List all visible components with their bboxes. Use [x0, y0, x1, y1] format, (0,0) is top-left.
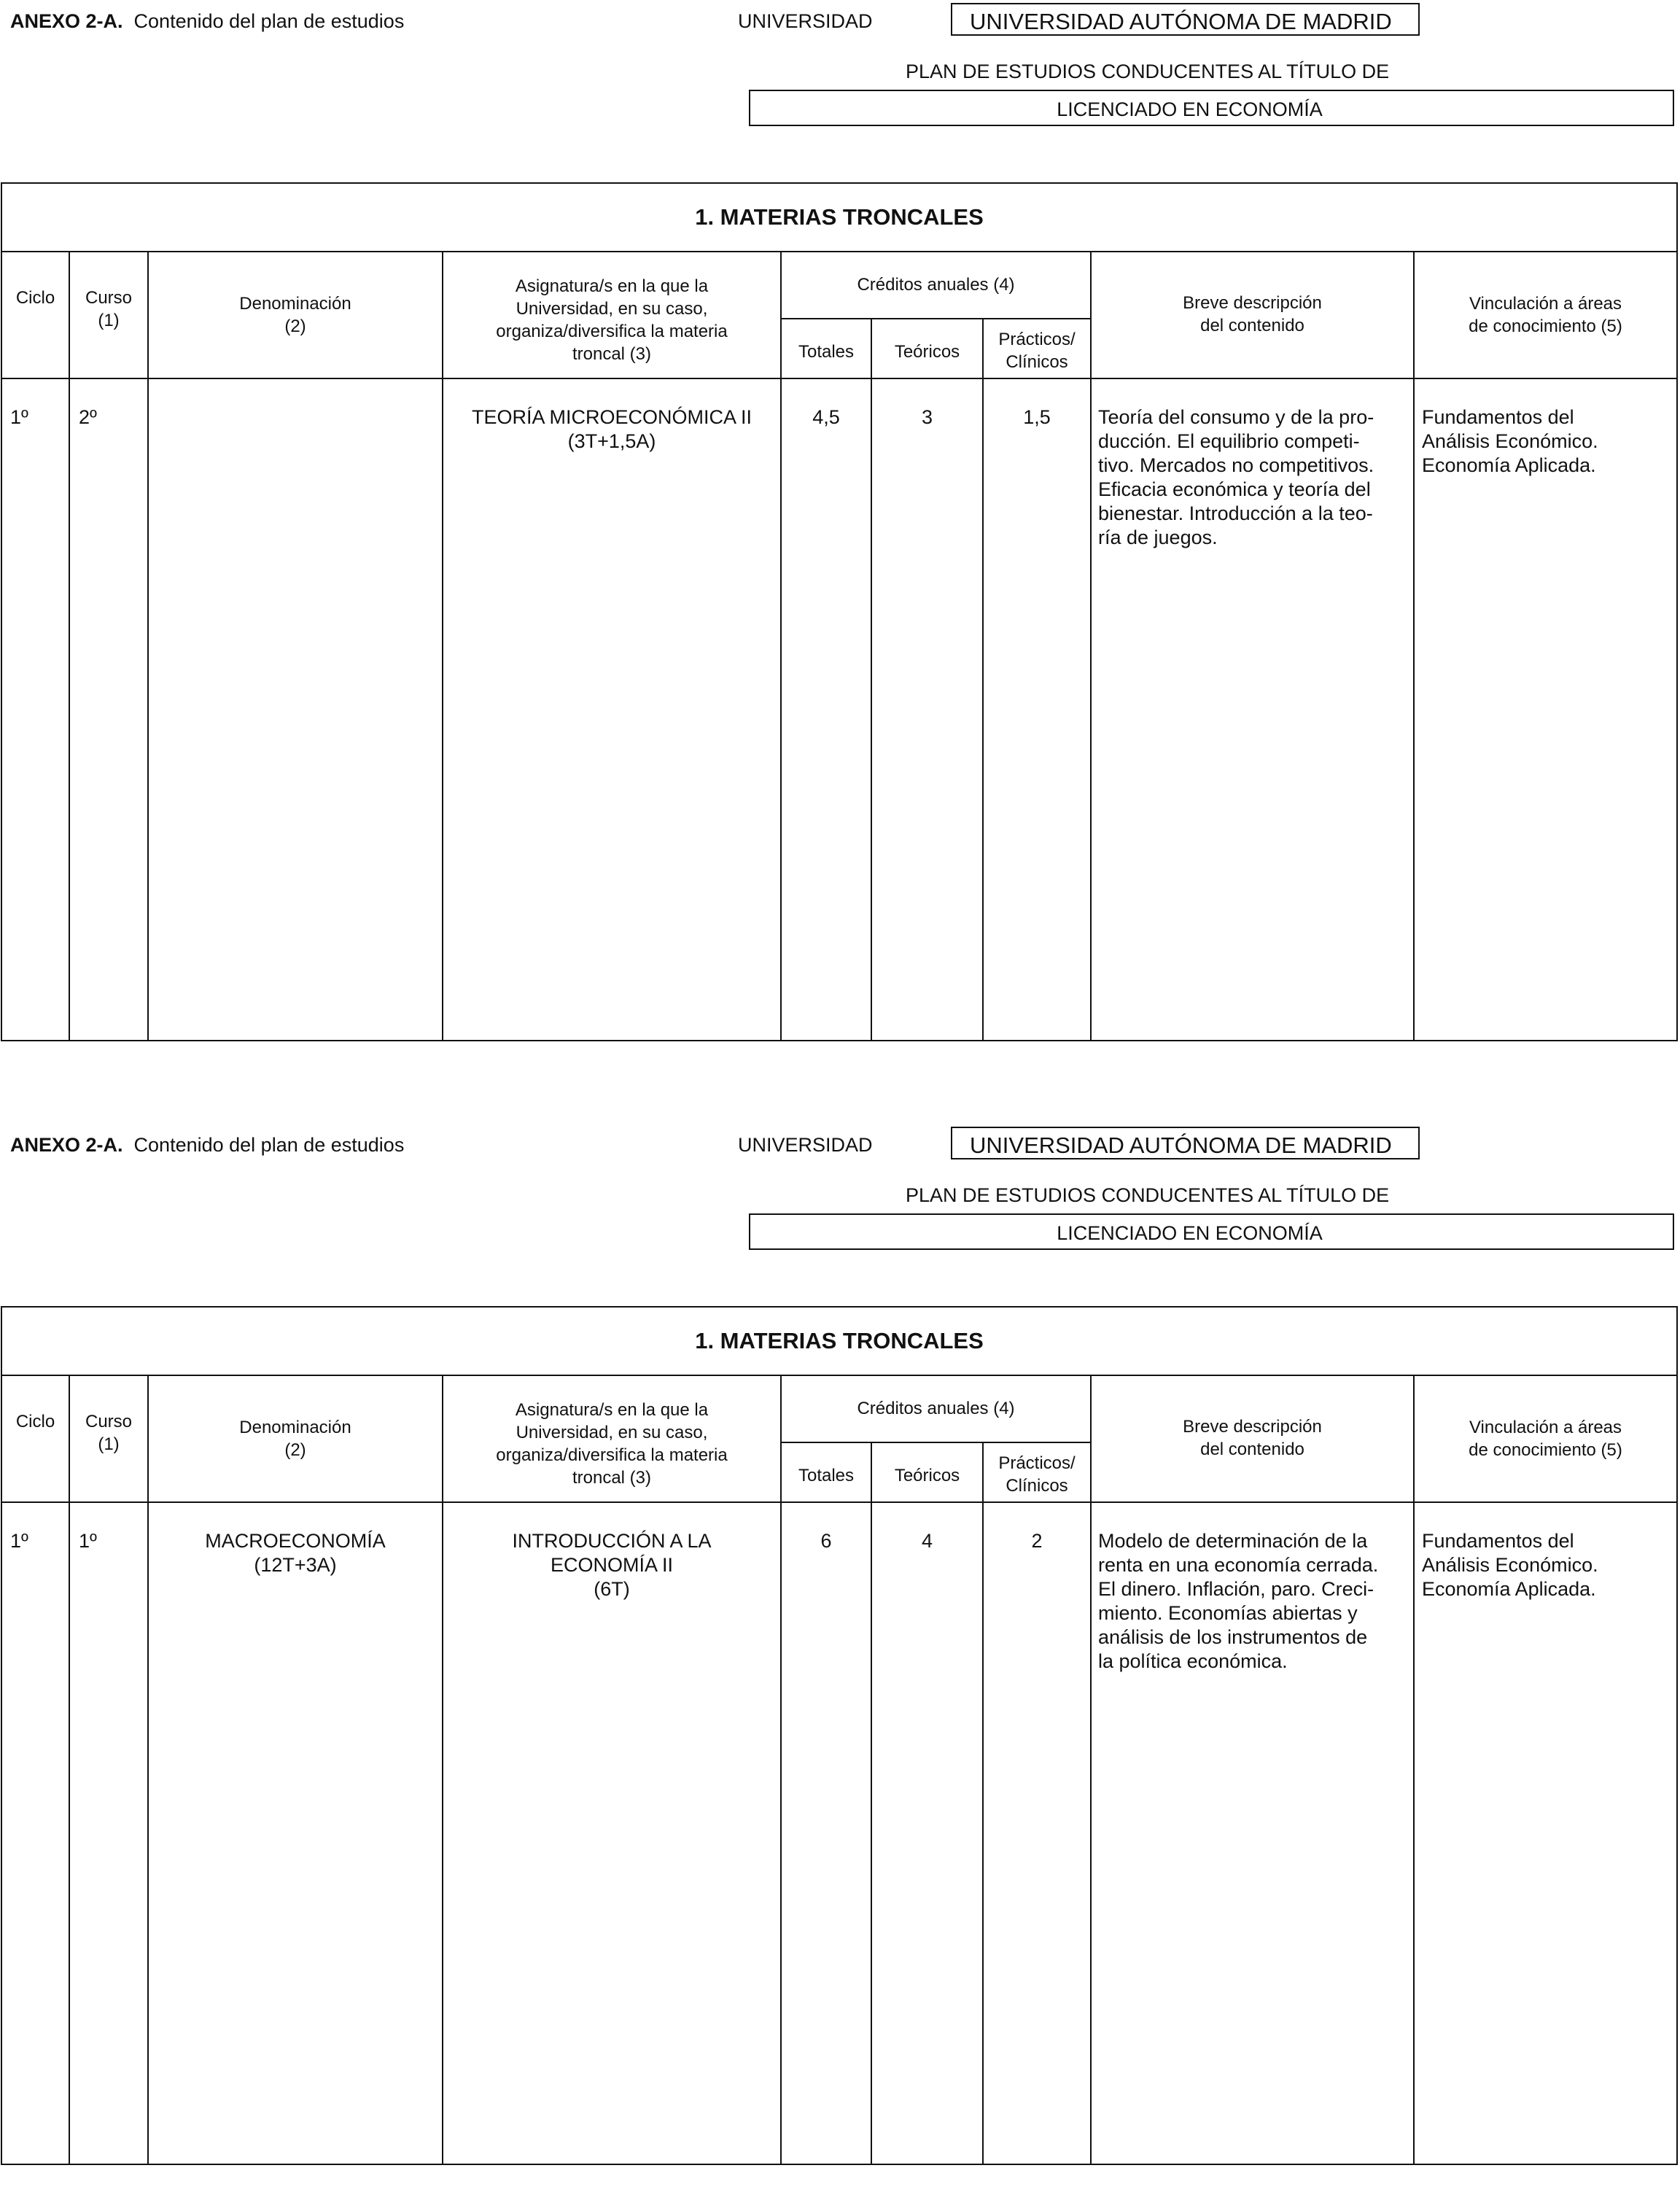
row-descripcion-line: ría de juegos. — [1098, 527, 1218, 548]
header-vinculacion-line: de conocimiento (5) — [1469, 316, 1622, 336]
header-totales: Totales — [798, 1466, 855, 1485]
row-descripcion-line: análisis de los instrumentos de — [1098, 1626, 1368, 1648]
row-descripcion-line: renta en una economía cerrada. — [1098, 1554, 1379, 1576]
row-practicos: 1,5 — [1023, 406, 1051, 428]
row-totales: 6 — [820, 1530, 832, 1552]
header-curso — [69, 1410, 148, 1456]
header-teoricos: Teóricos — [894, 1466, 960, 1485]
row-asignatura-line: (6T) — [594, 1578, 630, 1600]
row-vinculacion-line: Fundamentos del — [1422, 406, 1574, 428]
row-descripcion — [1098, 405, 1412, 550]
anexo-label: ANEXO 2-A. — [10, 1134, 123, 1156]
row-descripcion-line: bienestar. Introducción a la teo- — [1098, 502, 1373, 524]
header-teoricos: Teóricos — [894, 342, 960, 362]
universidad-field: UNIVERSIDAD AUTÓNOMA DE MADRID — [951, 1127, 1420, 1159]
header-descripcion — [1091, 292, 1414, 337]
header-asignatura-line: Universidad, en su caso, — [516, 299, 708, 319]
row-teoricos: 3 — [921, 406, 933, 428]
row-descripcion-line: la política económica. — [1098, 1650, 1288, 1672]
header-denominacion — [148, 292, 443, 338]
header-practicos-line: Prácticos/ — [998, 330, 1076, 349]
header-asignatura — [443, 1399, 781, 1489]
header-curso — [69, 287, 148, 332]
row-vinculacion-line: Fundamentos del — [1422, 1530, 1574, 1552]
universidad-label: UNIVERSIDAD — [738, 1134, 873, 1156]
anexo-heading — [10, 1134, 404, 1157]
row-teoricos: 4 — [921, 1530, 933, 1552]
table-grid — [0, 0, 1680, 1079]
row-descripcion-line: Eficacia económica y teoría del — [1098, 478, 1371, 500]
table-lines — [0, 1124, 1680, 2203]
universidad-label: UNIVERSIDAD — [738, 10, 873, 32]
header-creditos: Créditos anuales (4) — [857, 275, 1015, 295]
header-asignatura-line: troncal (3) — [572, 1468, 652, 1488]
header-denominacion — [148, 1416, 443, 1461]
header-descripcion-line: del contenido — [1200, 316, 1304, 335]
table-grid — [0, 1124, 1680, 2203]
row-descripcion-line: tivo. Mercados no competitivos. — [1098, 454, 1374, 476]
row-asignatura-line: (3T+1,5A) — [567, 430, 656, 452]
header-curso-note: (1) — [98, 1434, 120, 1454]
header-practicos-line: Clínicos — [1006, 352, 1068, 372]
header-practicos-line: Prácticos/ — [998, 1453, 1076, 1473]
row-vinculacion — [1422, 1529, 1673, 1601]
header-ciclo: Ciclo — [15, 288, 55, 308]
anexo-text: Contenido del plan de estudios — [133, 10, 405, 32]
row-practicos: 2 — [1031, 1530, 1043, 1552]
header-descripcion-line: Breve descripción — [1183, 293, 1322, 313]
anexo-heading — [10, 10, 404, 33]
header-asignatura — [443, 275, 781, 365]
table-lines — [0, 0, 1680, 1079]
row-vinculacion-line: Economía Aplicada. — [1422, 454, 1596, 476]
header-descripcion — [1091, 1415, 1414, 1461]
header-asignatura-line: Asignatura/s en la que la — [515, 276, 709, 296]
header-descripcion-line: Breve descripción — [1183, 1417, 1322, 1437]
header-ciclo: Ciclo — [15, 1412, 55, 1431]
row-vinculacion-line: Análisis Económico. — [1422, 430, 1598, 452]
row-denominacion-line: (12T+3A) — [254, 1554, 337, 1576]
anexo-label: ANEXO 2-A. — [10, 10, 123, 32]
header-practicos-line: Clínicos — [1006, 1476, 1068, 1496]
row-descripcion-line: Modelo de determinación de la — [1098, 1530, 1368, 1552]
row-vinculacion-line: Economía Aplicada. — [1422, 1578, 1596, 1600]
titulo-field: LICENCIADO EN ECONOMÍA — [749, 1213, 1674, 1250]
plan-label: PLAN DE ESTUDIOS CONDUCENTES AL TÍTULO DE — [906, 1184, 1390, 1206]
header-vinculacion-line: Vinculación a áreas — [1469, 294, 1622, 314]
universidad-field: UNIVERSIDAD AUTÓNOMA DE MADRID — [951, 3, 1420, 36]
anexo-text: Contenido del plan de estudios — [133, 1134, 405, 1156]
row-ciclo: 1º — [10, 1530, 28, 1552]
header-vinculacion — [1414, 292, 1677, 338]
row-descripcion-line: ducción. El equilibrio competi- — [1098, 430, 1360, 452]
row-vinculacion — [1422, 405, 1673, 478]
plan-label: PLAN DE ESTUDIOS CONDUCENTES AL TÍTULO DE — [906, 61, 1390, 82]
row-asignatura-line: INTRODUCCIÓN A LA — [512, 1530, 712, 1552]
header-denominacion-note: (2) — [284, 1440, 306, 1460]
plan-page-2 — [0, 1124, 1680, 2203]
header-asignatura-line: Universidad, en su caso, — [516, 1423, 708, 1442]
row-totales: 4,5 — [812, 406, 840, 428]
header-curso-note: (1) — [98, 311, 120, 330]
header-vinculacion-line: Vinculación a áreas — [1469, 1418, 1622, 1437]
header-curso-label: Curso — [85, 288, 133, 308]
row-denominacion — [148, 1529, 443, 1577]
header-asignatura-line: Asignatura/s en la que la — [515, 1400, 709, 1420]
header-asignatura-line: troncal (3) — [572, 344, 652, 364]
row-descripcion — [1098, 1529, 1412, 1674]
plan-page-1 — [0, 0, 1680, 1079]
header-vinculacion-line: de conocimiento (5) — [1469, 1440, 1622, 1460]
row-descripcion-line: miento. Economías abiertas y — [1098, 1602, 1358, 1624]
header-denominacion-label: Denominación — [239, 294, 351, 314]
header-descripcion-line: del contenido — [1200, 1439, 1304, 1459]
header-practicos — [983, 328, 1091, 373]
row-curso: 2º — [79, 406, 97, 428]
header-asignatura-line: organiza/diversifica la materia — [496, 322, 728, 341]
row-asignatura — [443, 1529, 781, 1601]
header-creditos: Créditos anuales (4) — [857, 1399, 1015, 1418]
row-asignatura-line: TEORÍA MICROECONÓMICA II — [471, 406, 752, 428]
row-asignatura — [443, 405, 781, 454]
header-curso-label: Curso — [85, 1412, 133, 1431]
row-denominacion-line: MACROECONOMÍA — [205, 1530, 386, 1552]
titulo-field: LICENCIADO EN ECONOMÍA — [749, 90, 1674, 126]
header-practicos — [983, 1452, 1091, 1497]
row-descripcion-line: El dinero. Inflación, paro. Creci- — [1098, 1578, 1374, 1600]
header-totales: Totales — [798, 342, 855, 362]
header-asignatura-line: organiza/diversifica la materia — [496, 1445, 728, 1465]
row-vinculacion-line: Análisis Económico. — [1422, 1554, 1598, 1576]
row-descripcion-line: Teoría del consumo y de la pro- — [1098, 406, 1374, 428]
header-vinculacion — [1414, 1416, 1677, 1461]
row-ciclo: 1º — [10, 406, 28, 428]
row-asignatura-line: ECONOMÍA II — [550, 1554, 674, 1576]
table-title: 1. MATERIAS TRONCALES — [695, 1328, 984, 1353]
header-denominacion-label: Denominación — [239, 1418, 351, 1437]
header-denominacion-note: (2) — [284, 316, 306, 336]
row-curso: 1º — [79, 1530, 97, 1552]
table-title: 1. MATERIAS TRONCALES — [695, 204, 984, 230]
